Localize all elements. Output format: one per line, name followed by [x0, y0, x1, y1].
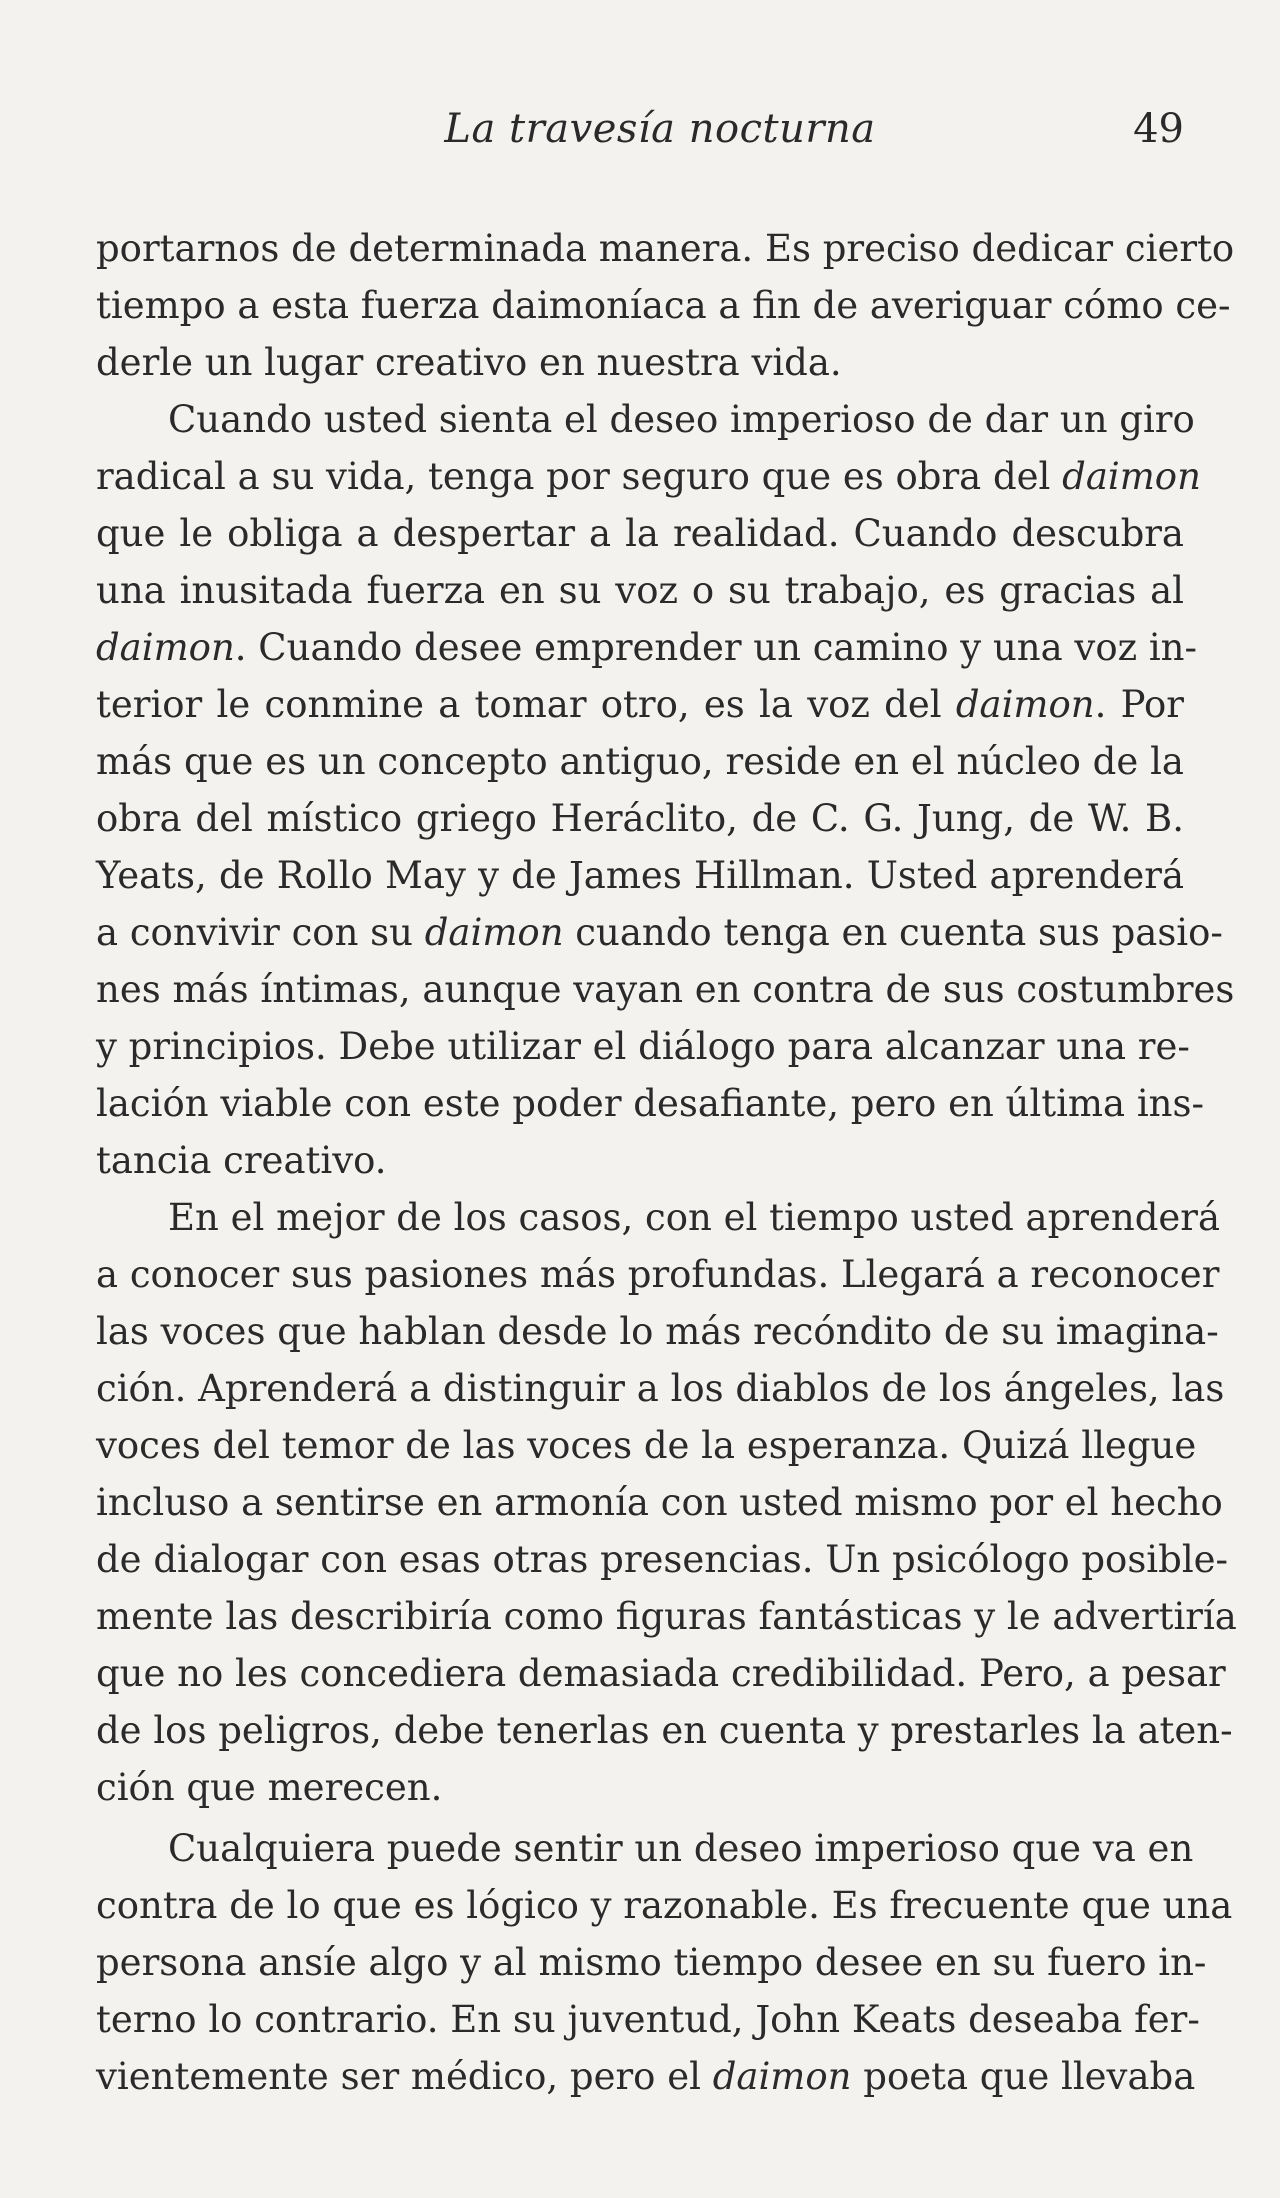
text-line: terno lo contrario. En su juventud, John Keats deseaba fer- — [96, 1998, 1200, 2041]
text-line: de dialogar con esas otras presencias. Un psicólogo posible- — [96, 1538, 1229, 1581]
text-line: más que es un concepto antiguo, reside en el núcleo de la — [96, 740, 1184, 783]
italic-term: daimon — [712, 2055, 852, 2098]
text-line: incluso a sentirse en armonía con usted mismo por el hecho — [96, 1481, 1223, 1524]
text-line: contra de lo que es lógico y razonable. Es frecuente que una — [96, 1884, 1233, 1927]
page-number: 49 — [1133, 106, 1184, 152]
text-line: persona ansíe algo y al mismo tiempo desee en su fuero in- — [96, 1941, 1207, 1984]
text-line: daimon. Cuando desee emprender un camino y una voz in- — [96, 626, 1198, 669]
body-text — [96, 220, 1237, 2105]
page-header — [96, 106, 1184, 166]
text-line: lación viable con este poder desafiante, pero en última ins- — [96, 1082, 1204, 1125]
text-line: vientemente ser médico, pero el daimon poeta que llevaba — [96, 2055, 1196, 2098]
text-line: voces del temor de las voces de la esperanza. Quizá llegue — [96, 1424, 1197, 1467]
running-title: La travesía nocturna — [444, 106, 876, 152]
text-line: portarnos de determinada manera. Es preciso dedicar cierto — [96, 227, 1235, 270]
italic-term: daimon — [96, 626, 235, 669]
italic-term: daimon — [1062, 455, 1201, 498]
text-line: una inusitada fuerza en su voz o su trabajo, es gracias al — [96, 569, 1184, 612]
text-line: Yeats, de Rollo May y de James Hillman. Usted aprenderá — [96, 854, 1184, 897]
text-line: obra del místico griego Heráclito, de C. G. Jung, de W. B. — [96, 797, 1184, 840]
text-line: a conocer sus pasiones más profundas. Llegará a reconocer — [96, 1253, 1220, 1296]
text-line: las voces que hablan desde lo más recóndito de su imagina- — [96, 1310, 1219, 1353]
text-line: y principios. Debe utilizar el diálogo para alcanzar una re- — [96, 1025, 1190, 1068]
text-line: En el mejor de los casos, con el tiempo usted aprenderá — [168, 1196, 1221, 1239]
text-line: tancia creativo. — [96, 1139, 387, 1182]
text-line: de los peligros, debe tenerlas en cuenta y prestarles la aten- — [96, 1709, 1233, 1752]
text-line: radical a su vida, tenga por seguro que es obra del daimon — [96, 455, 1201, 498]
text-line: mente las describiría como figuras fantásticas y le advertiría — [96, 1595, 1237, 1638]
text-line: que le obliga a despertar a la realidad. Cuando descubra — [96, 512, 1184, 555]
text-line: a convivir con su daimon cuando tenga en cuenta sus pasio- — [96, 911, 1223, 954]
text-line: ción. Aprenderá a distinguir a los diablos de los ángeles, las — [96, 1367, 1225, 1410]
text-line: Cualquiera puede sentir un deseo imperioso que va en — [168, 1827, 1194, 1870]
text-line: ción que merecen. — [96, 1766, 443, 1809]
text-line: terior le conmine a tomar otro, es la voz del daimon. Por — [96, 683, 1184, 726]
italic-term: daimon — [424, 911, 564, 954]
italic-term: daimon — [955, 683, 1095, 726]
text-line: que no les concediera demasiada credibilidad. Pero, a pesar — [96, 1652, 1226, 1695]
text-line: nes más íntimas, aunque vayan en contra de sus costumbres — [96, 968, 1235, 1011]
text-line: derle un lugar creativo en nuestra vida. — [96, 341, 842, 384]
text-line: tiempo a esta fuerza daimoníaca a fin de averiguar cómo ce- — [96, 284, 1231, 327]
text-line: Cuando usted sienta el deseo imperioso de dar un giro — [168, 398, 1195, 441]
